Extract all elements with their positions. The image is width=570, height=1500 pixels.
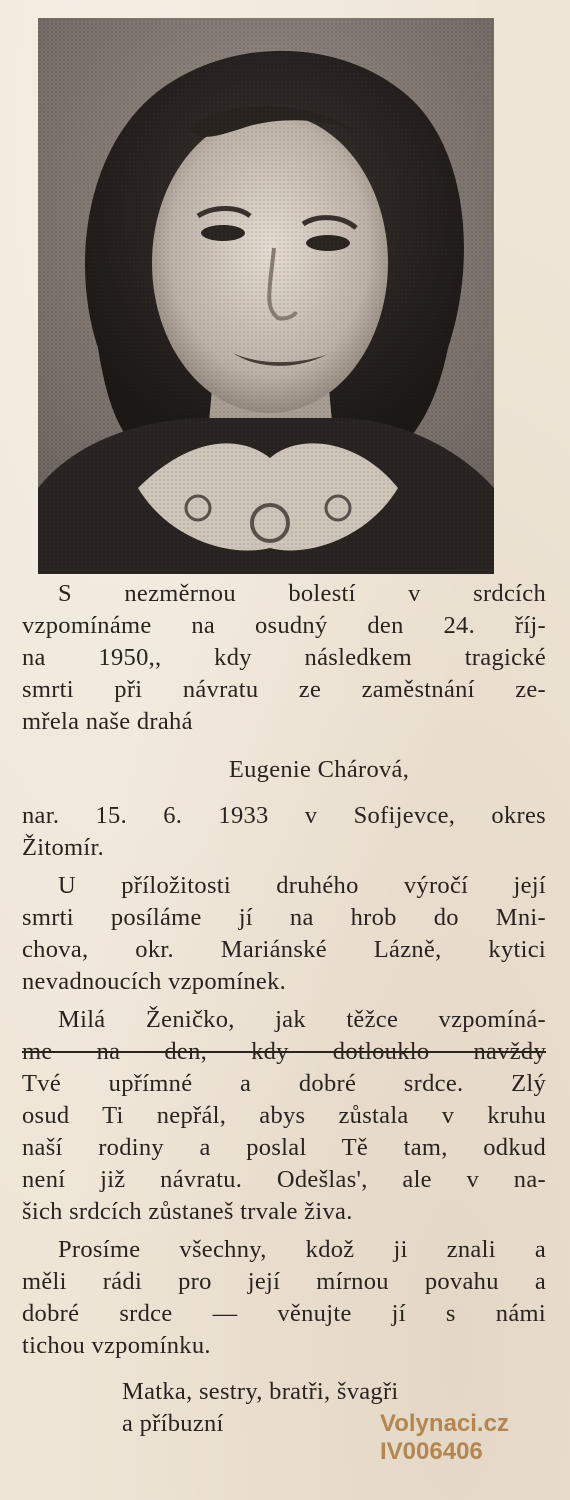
signature-line-1: Matka, sestry, bratři, švagři <box>122 1378 399 1405</box>
paragraph-anniversary <box>22 870 546 998</box>
intro-line-5: mřela naše drahá <box>22 708 193 735</box>
portrait-photo <box>38 18 494 574</box>
para4-line-2: měli rádi pro její mírnou povahu a <box>22 1268 546 1295</box>
para3-line-1: Milá Ženičko, jak těžce vzpomíná- <box>58 1006 546 1033</box>
para4-line-4: tichou vzpomínku. <box>22 1332 211 1359</box>
intro-line-3: na 1950,, kdy následkem tragické <box>22 644 546 671</box>
watermark <box>380 1410 509 1466</box>
para4-line-1: Prosíme všechny, kdož ji znali a <box>58 1236 546 1263</box>
para2-line-1: U příložitosti druhého výročí její <box>58 872 546 899</box>
intro-line-2: vzpomínáme na osudný den 24. říj- <box>22 612 546 639</box>
para4-line-3: dobré srdce — věnujte jí s námi <box>22 1300 546 1327</box>
signature-line-2: a příbuzní <box>122 1410 224 1437</box>
para3-line-7: šich srdcích zůstaneš trvale živa. <box>22 1198 353 1225</box>
watermark-line-1: Volynaci.cz <box>380 1410 509 1437</box>
para3-line-6: není již návratu. Odešlas', ale v na- <box>22 1166 546 1193</box>
intro-line-4: smrti při návratu ze zaměstnání ze- <box>22 676 546 703</box>
watermark-line-2: IV006406 <box>380 1438 483 1465</box>
para3-line-2: me na den, kdy dotlouklo navždy <box>22 1038 546 1065</box>
paragraph-address <box>22 1004 546 1228</box>
intro-line-1: S nezměrnou bolestí v srdcích <box>58 580 546 607</box>
deceased-name: Eugenie Chárová, <box>228 756 410 783</box>
para2-line-2: smrti posíláme jí na hrob do Mni- <box>22 904 546 931</box>
para2-line-4: nevadnoucích vzpomínek. <box>22 968 287 995</box>
para2-line-3: chova, okr. Mariánské Lázně, kytici <box>22 936 546 963</box>
para3-line-4: osud Ti nepřál, abys zůstala v kruhu <box>22 1102 546 1129</box>
obituary-text <box>22 578 546 1440</box>
para3-line-5: naší rodiny a poslal Tě tam, odkud <box>22 1134 546 1161</box>
paragraph-request <box>22 1234 546 1362</box>
birth-line-2: Žitomír. <box>22 834 105 861</box>
para3-line-3: Tvé upřímné a dobré srdce. Zlý <box>22 1070 546 1097</box>
birth-line-1: nar. 15. 6. 1933 v Sofijevce, okres <box>22 802 546 829</box>
